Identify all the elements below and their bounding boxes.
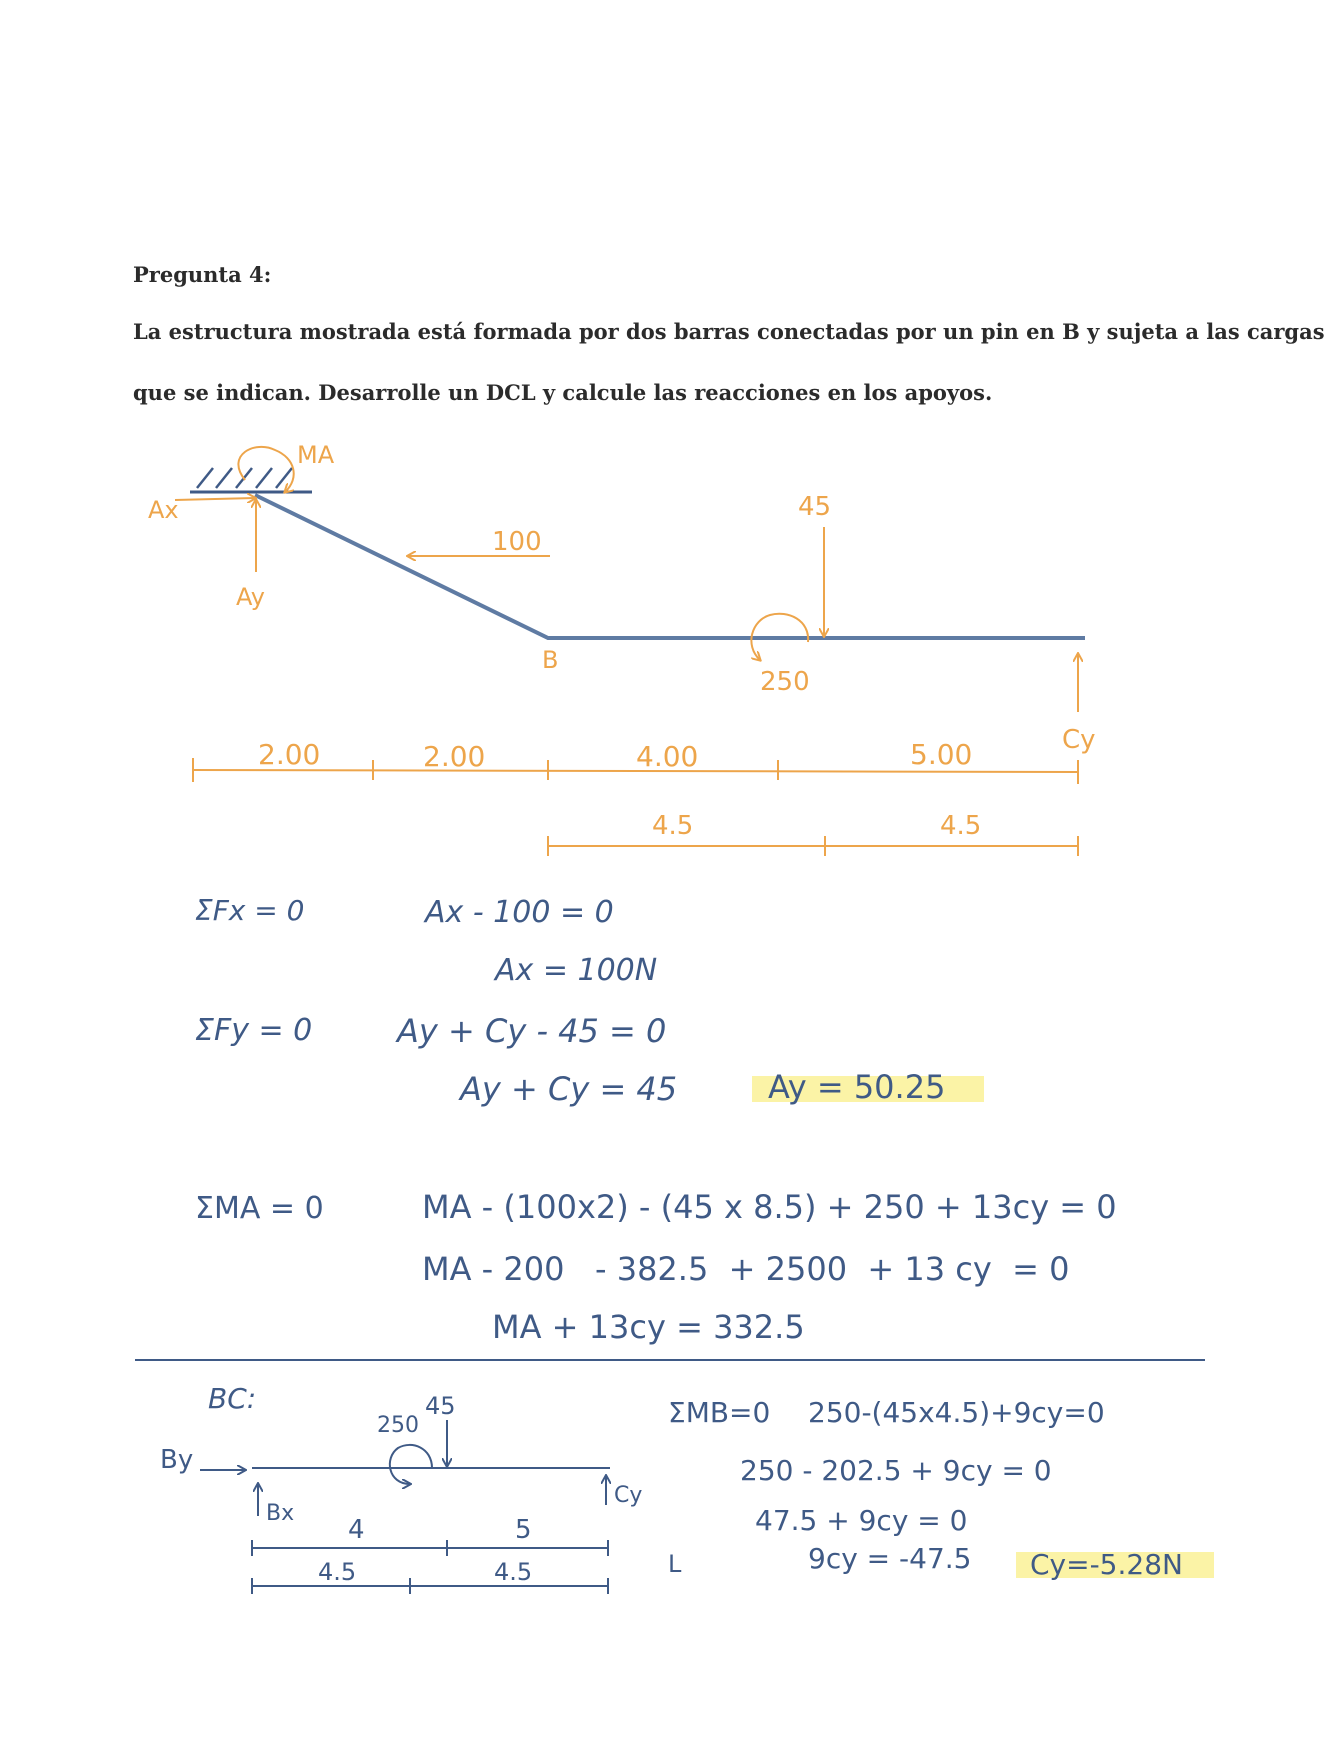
eq-fx-2: Ax = 100N — [495, 953, 658, 988]
dim-top-3: 4.00 — [636, 740, 699, 773]
label-moment-250: 250 — [760, 667, 810, 697]
bc-dimension-bottom — [252, 1578, 608, 1594]
dim-top-2: 2.00 — [423, 740, 486, 773]
eq-ma-1: MA - (100x2) - (45 x 8.5) + 250 + 13cy = 0 — [422, 1188, 1117, 1226]
dim-bottom-2: 4.5 — [940, 811, 982, 841]
eq-fx-1: Ax - 100 = 0 — [425, 895, 614, 930]
bc-dim-bottom-2: 4.5 — [494, 1558, 533, 1586]
label-ma: MA — [297, 441, 335, 469]
bc-label-by: By — [160, 1445, 194, 1475]
dim-top-1: 2.00 — [258, 738, 321, 771]
eq-mb-1: 250-(45x4.5)+9cy=0 — [808, 1396, 1105, 1429]
bc-label-cy: Cy — [614, 1483, 643, 1508]
dim-bottom-1: 4.5 — [652, 811, 694, 841]
bc-dim-bottom-1: 4.5 — [318, 1558, 357, 1586]
moment-ma-arrow — [238, 447, 293, 492]
bc-title: BC: — [208, 1382, 257, 1415]
bc-dim-top-2: 5 — [515, 1515, 532, 1545]
label-b: B — [542, 646, 559, 674]
bc-moment-250-arrow — [390, 1445, 432, 1484]
label-ay: Ay — [236, 583, 265, 611]
eq-ma-head: ΣMA = 0 — [195, 1191, 324, 1226]
eq-mb-4: 9cy = -47.5 — [808, 1542, 972, 1575]
bc-label-250: 250 — [377, 1413, 419, 1438]
label-ax: Ax — [148, 496, 179, 524]
eq-fy-1: Ay + Cy - 45 = 0 — [397, 1012, 667, 1050]
bc-dim-top-1: 4 — [348, 1515, 365, 1545]
label-load-100: 100 — [492, 527, 542, 557]
label-cy: Cy — [1062, 725, 1096, 755]
label-load-45: 45 — [798, 492, 832, 522]
eq-fy-head: ΣFy = 0 — [195, 1013, 313, 1048]
dim-top-4: 5.00 — [910, 738, 973, 771]
reaction-ax-arrow — [175, 498, 255, 500]
question-title: Pregunta 4: — [133, 262, 272, 287]
question-text-line-1: La estructura mostrada está formada por dos barras conectadas por un pin en B y sujeta a las cargas — [133, 319, 1325, 344]
bc-dimension-top — [252, 1540, 608, 1556]
eq-fx-head: ΣFx = 0 — [195, 894, 305, 927]
eq-fy-2: Ay + Cy = 45 — [460, 1070, 678, 1108]
eq-ma-3: MA + 13cy = 332.5 — [492, 1308, 805, 1346]
eq-cy-result: Cy=-5.28N — [1030, 1548, 1183, 1581]
bc-label-bx: Bx — [266, 1501, 295, 1526]
eq-l-mark: L — [668, 1550, 682, 1578]
dimension-line-bottom — [548, 836, 1078, 856]
question-text-line-2: que se indican. Desarrolle un DCL y calcule las reacciones en los apoyos. — [133, 380, 993, 405]
eq-ay-result: Ay = 50.25 — [768, 1068, 946, 1106]
eq-mb-head: ΣMB=0 — [668, 1396, 771, 1429]
eq-mb-2: 250 - 202.5 + 9cy = 0 — [740, 1454, 1052, 1487]
bc-label-45: 45 — [425, 1392, 456, 1420]
eq-mb-3: 47.5 + 9cy = 0 — [755, 1504, 968, 1537]
eq-ma-2: MA - 200 - 382.5 + 2500 + 13 cy = 0 — [422, 1250, 1070, 1288]
beam-ab-bc — [255, 495, 1085, 638]
